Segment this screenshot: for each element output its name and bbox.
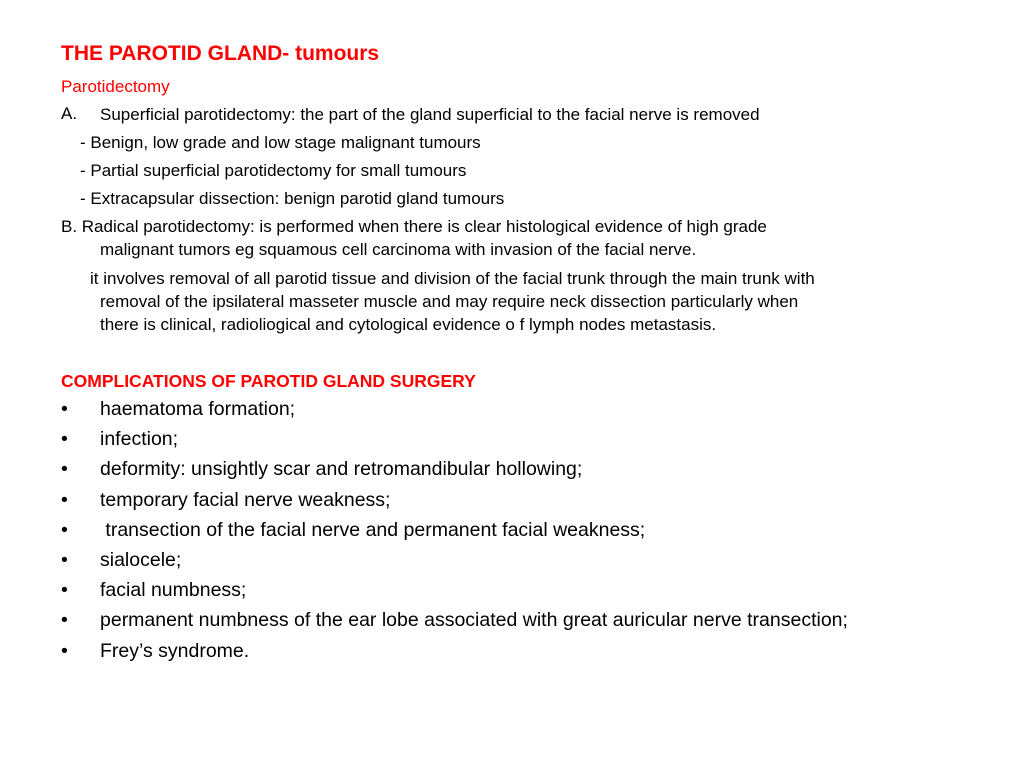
section-b-line: malignant tumors eg squamous cell carcinoma with invasion of the facial nerve. xyxy=(100,240,697,259)
list-item-text: transection of the facial nerve and permanent facial weakness; xyxy=(100,518,646,541)
section-b-line: removal of the ipsilateral masseter muscle and may require neck dissection particularly when xyxy=(100,292,799,311)
list-item-text: infection; xyxy=(100,428,179,451)
bullet-icon: • xyxy=(61,518,68,541)
slide-subtitle: Parotidectomy xyxy=(61,77,170,96)
section-a-sub-item: - Partial superficial parotidectomy for small tumours xyxy=(80,161,467,180)
list-item-text: sialocele; xyxy=(100,548,182,571)
section-a-sub-item: - Benign, low grade and low stage malignant tumours xyxy=(80,133,481,152)
list-item-text: deformity: unsightly scar and retromandibular hollowing; xyxy=(100,458,583,481)
list-item-text: permanent numbness of the ear lobe associated with great auricular nerve transection; xyxy=(100,609,848,632)
slide-title: THE PAROTID GLAND- tumours xyxy=(61,42,380,65)
bullet-icon: • xyxy=(61,579,68,602)
section-a-marker: A. xyxy=(61,104,78,123)
bullet-icon: • xyxy=(61,639,68,662)
bullet-icon: • xyxy=(61,609,68,632)
section-b-line: it involves removal of all parotid tissue and division of the facial trunk through the main trunk with xyxy=(90,269,815,288)
bullet-icon: • xyxy=(61,548,68,571)
section-a-text: Superficial parotidectomy: the part of the gland superficial to the facial nerve is removed xyxy=(100,105,760,124)
bullet-icon: • xyxy=(61,458,68,481)
bullet-icon: • xyxy=(61,398,68,420)
list-item-text: temporary facial nerve weakness; xyxy=(100,488,391,511)
list-item-text: facial numbness; xyxy=(100,579,247,602)
complications-heading: COMPLICATIONS OF PAROTID GLAND SURGERY xyxy=(61,371,476,391)
section-a-sub-item: - Extracapsular dissection: benign parotid gland tumours xyxy=(80,189,505,208)
bullet-icon: • xyxy=(61,488,68,511)
section-b-line: there is clinical, radioliogical and cytological evidence o f lymph nodes metastasis. xyxy=(100,315,717,334)
list-item-text: Frey’s syndrome. xyxy=(100,639,250,662)
bullet-icon: • xyxy=(61,428,68,451)
section-b-line: B. Radical parotidectomy: is performed when there is clear histological evidence of high grade xyxy=(61,217,767,236)
list-item-text: haematoma formation; xyxy=(100,398,296,420)
